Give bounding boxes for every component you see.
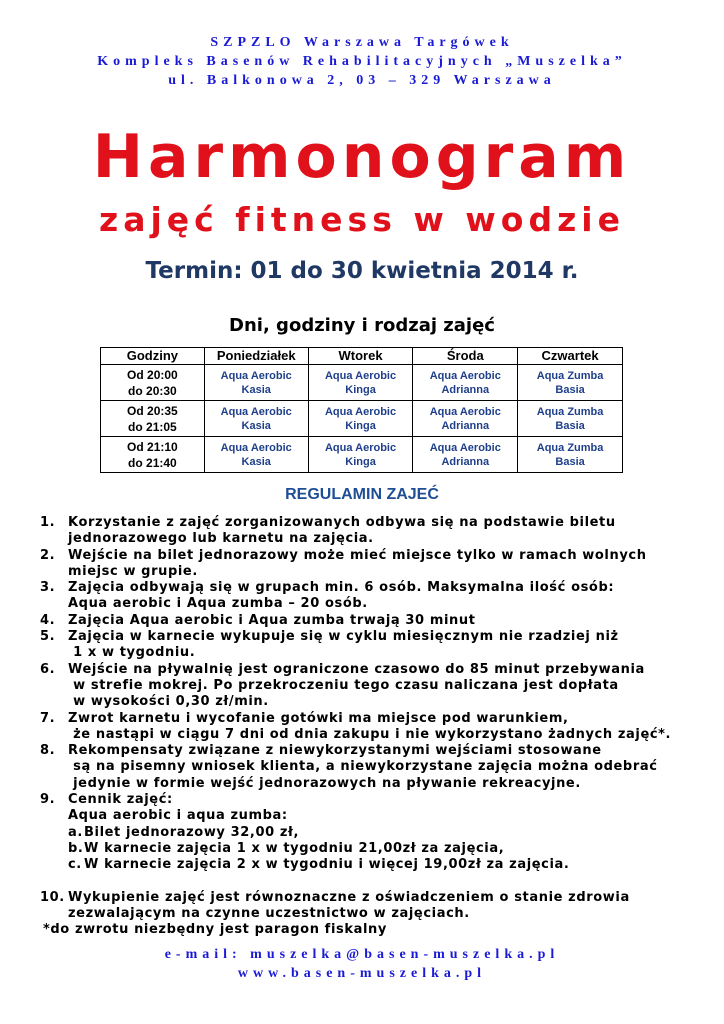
rule-item (0, 711, 724, 744)
rule-text: w wysokości 0,30 zł/min. (68, 694, 269, 710)
rule-number: 10. (40, 889, 65, 905)
class-cell: Aqua Zumba Basia (518, 365, 623, 401)
rules-list (0, 515, 724, 938)
rule-text: w strefie mokrej. Po przekroczeniu tego czasu naliczana jest dopłata (68, 677, 619, 693)
class-cell: Aqua Aerobic Adrianna (413, 401, 518, 437)
rule-number: 2. (40, 547, 56, 563)
time-cell: Od 21:10 do 21:40 (101, 437, 205, 473)
rule-number: 1. (40, 515, 56, 530)
rule-text: Zajęcia Aqua aerobic i Aqua zumba trwają 30 minut (68, 612, 476, 628)
rule-item (0, 613, 724, 629)
page-title: Harmonogram (92, 122, 632, 192)
column-header: Poniedziałek (204, 348, 308, 365)
time-cell: Od 20:00 do 20:30 (101, 365, 205, 401)
rule-item (0, 580, 724, 613)
schedule-table (100, 347, 623, 473)
class-cell: Aqua Aerobic Kinga (308, 437, 413, 473)
rule-item (0, 548, 724, 581)
rule-text: Zwrot karnetu i wycofanie gotówki ma miejsce pod warunkiem, (68, 710, 569, 726)
rule-text: jednorazowego lub karnetu na zajęcia. (68, 531, 374, 547)
rule-text: są na pisemny wniosek klienta, a niewykorzystane zajęcia można odebrać (68, 759, 658, 775)
page-subtitle: zajęć fitness w wodzie (99, 200, 625, 239)
rule-text: Rekompensaty związane z niewykorzystanymi wejściami stosowane (68, 743, 602, 759)
column-header: Czwartek (518, 348, 623, 365)
rule-number: 7. (40, 710, 56, 726)
receipt-note: *do zwrotu niezbędny jest paragon fiskalny (43, 922, 387, 938)
rule-text: zezwalającym na czynne uczestnictwo w zajęciach. (68, 905, 470, 921)
rule-text: 1 x w tygodniu. (68, 645, 196, 661)
header-line-2: Kompleks Basenów Rehabilitacyjnych „Muszelka” (97, 54, 627, 69)
class-cell: Aqua Aerobic Adrianna (413, 365, 518, 401)
class-cell: Aqua Zumba Basia (518, 401, 623, 437)
schedule-header-row (101, 348, 623, 365)
rule-number: 6. (40, 661, 56, 677)
table-row (101, 365, 623, 401)
rule-text: Aqua aerobic i aqua zumba: (68, 808, 288, 824)
table-row (101, 401, 623, 437)
header-line-3: ul. Balkonowa 2, 03 – 329 Warszawa (168, 73, 556, 88)
rule-text: miejsc w grupie. (68, 563, 198, 579)
table-title: Dni, godziny i rodzaj zajęć (229, 315, 495, 336)
rule-number: 3. (40, 580, 56, 596)
class-cell: Aqua Aerobic Kasia (204, 437, 308, 473)
table-row (101, 437, 623, 473)
price-item: a.Bilet jednorazowy 32,00 zł, (68, 824, 300, 840)
rule-number: 5. (40, 629, 56, 645)
rule-text: Zajęcia w karnecie wykupuje się w cyklu miesięcznym nie rzadziej niż (68, 629, 619, 645)
price-item: c. W karnecie zajęcia 2 x w tygodniu i więcej 19,00zł za zajęcia. (68, 857, 570, 873)
header-line-1: SZPZLO Warszawa Targówek (210, 35, 514, 50)
time-cell: Od 20:35 do 21:05 (101, 401, 205, 437)
column-header: Wtorek (308, 348, 413, 365)
class-cell: Aqua Zumba Basia (518, 437, 623, 473)
rule-text: Aqua aerobic i Aqua zumba – 20 osób. (68, 596, 368, 612)
rule-text: jedynie w formie wejść jednorazowych na pływanie rekreacyjne. (68, 775, 581, 791)
class-cell: Aqua Aerobic Kinga (308, 401, 413, 437)
organization-header (0, 33, 724, 90)
rule-item (0, 629, 724, 662)
rule-item (0, 792, 724, 873)
rule-text: Wykupienie zajęć jest równoznaczne z oświadczeniem o stanie zdrowia (68, 889, 630, 905)
rule-text: Wejście na pływalnię jest ograniczone czasowo do 85 minut przebywania (68, 661, 645, 677)
class-cell: Aqua Aerobic Kasia (204, 365, 308, 401)
class-cell: Aqua Aerobic Kasia (204, 401, 308, 437)
contact-footer (0, 945, 724, 983)
class-cell: Aqua Aerobic Adrianna (413, 437, 518, 473)
class-cell: Aqua Aerobic Kinga (308, 365, 413, 401)
rules-title: REGULAMIN ZAJEĆ (285, 486, 439, 503)
rule-number: 8. (40, 743, 56, 759)
rule-item (0, 890, 724, 923)
rule-text: Cennik zajęć: (68, 792, 173, 808)
rule-text: Wejście na bilet jednorazowy może mieć miejsce tylko w ramach wolnych (68, 547, 647, 563)
price-item: b.W karnecie zajęcia 1 x w tygodniu 21,00zł za zajęcia, (68, 840, 505, 856)
email-link[interactable]: e-mail: muszelka@basen-muszelka.pl (164, 947, 560, 962)
rule-text: Zajęcia odbywają się w grupach min. 6 osób. Maksymalna ilość osób: (68, 580, 615, 596)
rule-text: że nastąpi w ciągu 7 dni od dnia zakupu i nie wykorzystano żadnych zajęć*. (68, 726, 672, 742)
column-header: Godziny (101, 348, 205, 365)
rule-number: 4. (40, 612, 56, 628)
rule-item (0, 662, 724, 711)
rule-number: 9. (40, 792, 56, 808)
rule-item (0, 743, 724, 792)
website-link[interactable]: www.basen-muszelka.pl (237, 966, 487, 981)
column-header: Środa (413, 348, 518, 365)
date-range: Termin: 01 do 30 kwietnia 2014 r. (145, 258, 579, 284)
rule-text: Korzystanie z zajęć zorganizowanych odbywa się na podstawie biletu (68, 515, 616, 530)
rule-item (0, 515, 724, 548)
